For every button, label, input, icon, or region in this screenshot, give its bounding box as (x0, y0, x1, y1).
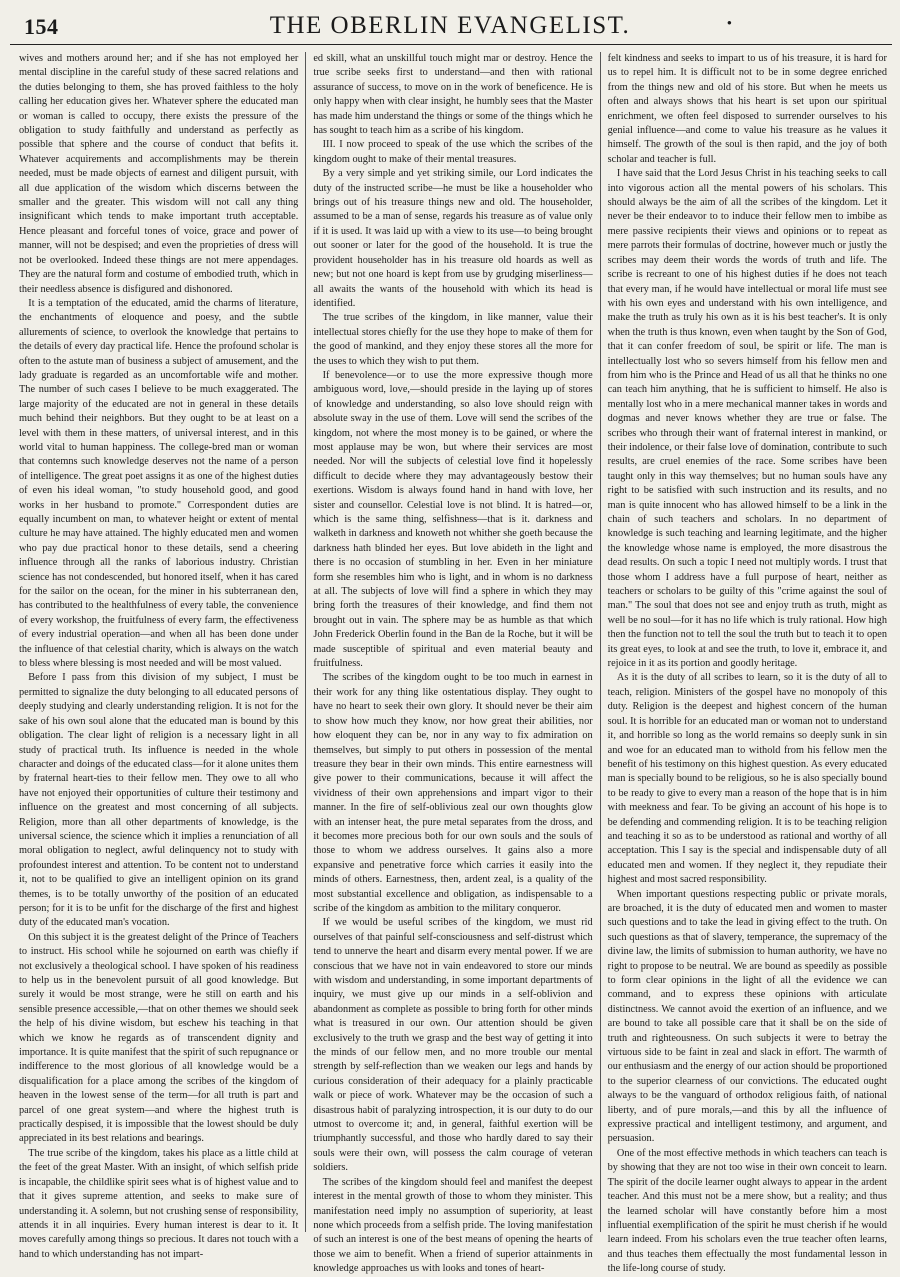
paragraph: One of the most effective methods in which teachers can teach is by showing that they are not too wise in their own conceit to learn. The spirit of the docile learner ought always to appear in the ardent teacher. And this must not be a mere show, but a reality; and thus the learned scholar will have constantly before him a most influential exemplification of the spirit he must cherish if he would learn indeed. From his scholars even the true teacher often learns, and thus teaches them effectually the most fundamental lesson in the life-long course of study. (607, 1147, 887, 1275)
column-left (12, 52, 305, 1260)
paragraph: The scribes of the kingdom ought to be too much in earnest in their work for any thing like ostentatious display. They ought to have no heart to seek their own glory. It should never be their aim to show how much they know, nor how great their abilities, nor how eloquent they can be, nor in any way to fix admiration on themselves, but simply to put others in possession of the mental treasure they bear in their own minds. This entire earnestness will give power to their communications, because it will affect the vividness of their own apprehensions and impart vigor to their manner. In the fire of self-oblivious zeal our own thoughts glow with an intenser heat, the pure metal separates from the dross, and it becomes more precious both for our own souls and the souls of those to whom we address ourselves. It gains also a more expansive and penetrative force which carries it easily into the minds of others. Earnestness, then, ardent zeal, is a quality of the most substantial excellence and obligation, as indispensable to a scribe of the kingdom as ambition to the military conqueror. (313, 672, 593, 914)
paragraph: wives and mothers around her; and if she has not employed her mental discipline in the careful study of these sacred relations and the duties belonging to them, she has proved faithless to the holy calling her education gives her. Whatever sphere the educated man or woman is called to occupy, there exists the pressure of the obligation to study faithfully and understand as perfectly as possible that sphere and the course of conduct that befits it. Whatever acquirements and accomplishments may be therein needed, must be made objects of earnest and diligent pursuit, with all due application of the wisdom which discerns between the smaller and the greater. This wisdom will not call any thing insignificant which tends to make important truth acceptable. Hence pleasant and forceful tones of voice, grace and power of manner, will not be despised; and even the proprieties of dress will not be overlooked. Indeed these things are not mere appendages. They are the natural form and costume of embodied truth, which in their needless absence is disfigured and dishonored. (19, 53, 299, 295)
paragraph: When important questions respecting public or private morals, are broached, it is the duty of educated men and women to master such questions and to take the lead in giving effect to the truth. On such questions as that of slavery, temperance, the supremacy of the divine law, the limits of submission to human authority, we have no right to propose to be neutral. We are bound as speedily as possible to form clear opinions in the light of all the evidence we can command, and to express these opinions with articulate distinctness. We cannot avoid the exertion of an influence, and we are bound to take all possible care that it shall be on the side of truth and righteousness. On such subjects it were to betray the virtuous side to be faint in zeal and slack in effort. The warmth of our enthusiasm and the energy of our action should be proportioned to the superior clearness of our convictions. The educated ought always to be the vanguard of orthodox religious faith, of national liberty, and of pure morals,—and this by all the influence of expressive practical and intelligent testimony, and argument, and persuasion. (607, 888, 887, 1145)
column-right (600, 52, 894, 1275)
paragraph: It is a temptation of the educated, amid the charms of literature, the enchantments of eloquence and poesy, and the subtle allurements of science, to overlook the knowledge that pertains to the details of every day practical life. Hence the profound scholar is often to the astute man of business a subject of amusement, and the lady graduate is regarded as an uncomfortable wife and mother. The number of such cases I believe to be much exaggerated. The large majority of the educated are not in general in these details much behind their neighbors. But they ought to be at least on a level with them in these matters, of universal interest, and in this world vital to human happiness. The college-bred man or woman that contemns such knowledge deserves not the name of a person of intelligence. The great poet assigns it as one of the highest duties of even his ideal woman, "to study household good, and good works in her husband to promote." Correspondent duties are equally incumbent on man, to whatever height or extent of mental culture he may have attained. The highly educated men and women who pay due practical honor to these details, send a cheering influence through all the ranks of laborious industry. Christian science has not condescended, but honored itself, when it has cared for the sailor on the ocean, for the miner in his subterranean den, has contributed to the healthfulness of every table, the convenience of every workshop, the fruitfulness of every farm, the effectiveness of every industrial operation—and when all has been done under the influence of that celestial charity, which is always on the watch to bless where blessing is most needed and will be most valued. (19, 297, 299, 670)
paragraph: felt kindness and seeks to impart to us of his treasure, it is hard for us to repel him. It is difficult not to be in some degree enriched from the things new and old of his store. But when he meets us often and always shows that his heart is set upon our spiritual enrichment, we often feel disposed to surrender ourselves to his genial influence—and come to value his treasure as he values it himself. The growth of the soul is then rapid, and the joy of both scholar and teacher is full. (607, 53, 887, 165)
column-middle (305, 52, 599, 1275)
paragraph: I have said that the Lord Jesus Christ in his teaching seeks to call into vigorous action all the mental powers of his scholars. This should always be the aim of all the scribes of the kingdom. Let it never be their endeavor to to induce their fellow men to imbibe as mere passive recipients their views and opinions or to repeat as mere parrots their formulas of doctrine, however much or justly the scribes may deem their words the words of truth and life. The scribe is recreant to one of his highest duties if he does not teach that every man, if he would have intellectual or moral life must see with his own eyes and understand with his own intelligence, and make the truth as truly his own as it is his best teacher's. It is only when the truth is thus known, even when taught by the Son of God, that it can confer freedom of soul, be spirit or life. The man is intellectually lost who so severs himself from his fellow men and from him who is the Prince and Head of us all that he thinks no one can teach him anything, that he is sufficient to himself. He also is mentally lost who in a mere mechanical manner takes in words and dogmas and never knows whether they are true or false. The scribes who through their want of fraternal interest in mankind, or their indolence, or their false love of domination, contribute to such results, are cruel enemies of the race. Some scribes have been taught only in this way themselves; but no human souls have any right to be satisfied with such instruction and its results, and no man is quite innocent who has allowed himself to be a link in the chain of such teachers and scholars. In no department of knowledge is such teaching and learning legitimate, and the higher the knowledge whose name is employed, the more disastrous the dead results. On such a topic I need not multiply words. I trust that those whom I address have a full purpose of heart, neither as teachers or scholars to be guilty of this "crime against the soul of man." The soul that does not see and enjoy truth as truth, might as well be no soul—for it has no life which is truly rational. How high then the function not to tell the soul the truth but to teach it to open its great eyes, to look at and see the truth, to love it, embrace it, and rejoice in it as its portion and goodly heritage. (607, 168, 887, 670)
ornament-mark: • (726, 16, 732, 32)
paragraph: If benevolence—or to use the more expressive though more ambiguous word, love,—should preside in the laying up of stores of knowledge and understanding, so also love should reign with absolute sway in the use of them. Love will send the scribes of the kingdom, not where the most money is to be gained, or where the most applause may be won, but where their services are most needed. Nor will the subjects of celestial love find it hopelessly difficult to decide where they may advantageously bestow their exertions. Wisdom is always found hand in hand with love, her sister and counsellor. Celestial love is not blind. It is hatred—or, which is the same thing, selfishness—that is it. darkness and walketh in darkness and knoweth not whither she goeth because the darkness hath blinded her eyes. But love abideth in the light and there is no occasion of stumbling in her. Even in her miniature form she resembles him who is light, and in whom is no darkness at all. The subjects of love will find a sphere in which they may bring forth the treasures of their knowledge, and find them not brought out in vain. The sphere may be as humble as that which John Frederick Oberlin found in the Ban de la Roche, but it will be made susceptible of spiritual and even material beauty and fruitfulness. (313, 369, 593, 670)
page-header (10, 4, 890, 44)
paragraph: Before I pass from this division of my subject, I must be permitted to signalize the duty belonging to all educated persons of deeply studying and clearly understanding religion. It is not for the sake of his own soul alone that the educated man is bound by this obligation. The clear light of religion is a necessary light in all study of practical truth. Its influence is needed in the whole character and doings of the educated class—for it alone unites them by fraternal heart-ties to their fellow men. They owe to all who have not enjoyed their opportunities of culture their testimony and influence on the greatest and most concerning of all subjects. Religion, more than all other departments of knowledge, is the universal science, the science which it implies a renunciation of all moral obligation to neglect, awful delinquency not to study with profoundest interest and attention. To be content not to understand it, not to be qualified to give an intelligent opinion on its grand themes, is to be totally unworthy of the position of an educated person; for it is to be unfit for the discharge of the first and highest duty of the educated man's vocation. (19, 672, 299, 929)
paragraph: III. I now proceed to speak of the use which the scribes of the kingdom ought to make of their mental treasures. (313, 139, 593, 165)
newspaper-title: THE OBERLIN EVANGELIST. (269, 12, 631, 39)
paragraph: On this subject it is the greatest delight of the Prince of Teachers to instruct. His school while he sojourned on earth was chiefly if not exclusively a theological school. I have spoken of his readiness to help us in the benevolent pursuit of all good knowledge. But surely it would be most strange, were he still on earth and his sensible presence accessible,—that on other themes we should seek the help of his divine wisdom, but eschew his teaching in that which we know he regards as of transcendent dignity and importance. It is quite manifest that the spirit of such repugnance or indifference to the most glorious of all knowledge would be a disqualification for a place among the scribes of the kingdom of heaven in the lowest sense of the term—for all truth is part and parcel of one great system—and where the highest truth is practically despised, it is impossible that the lowest should be duly appreciated in its best relations and bearings. (19, 931, 299, 1145)
article-columns (12, 52, 894, 1275)
paragraph: The true scribe of the kingdom, takes his place as a little child at the feet of the great Master. With an insight, of which selfish pride is incapable, the childlike spirit sees what is of highest value and to that it gives supreme attention, and seeks to make sure of understanding it. A solemn, but not crushing sense of responsibility, attends it in all inquiries. Every human interest is dear to it. It moves carefully among things so precious. It dares not touch with a hand to which understanding has not impart- (19, 1147, 299, 1260)
paragraph: ed skill, what an unskillful touch might mar or destroy. Hence the true scribe seeks first to understand—and then with rational assurance of success, to move on in the work of beneficence. He is only happy when with clear insight, he humbly sees that the Master has made him understand the things or some of the things which he has sought to teach him as a scribe of his kingdom. (313, 53, 593, 137)
paragraph: The true scribes of the kingdom, in like manner, value their intellectual stores chiefly for the use they hope to make of them for the good of mankind, and they enjoy these stores all the more for the uses to which they wish to put them. (313, 312, 593, 367)
paragraph: The scribes of the kingdom should feel and manifest the deepest interest in the mental growth of those to whom they minister. This manifestation need imply no assumption of superiority, at least none which proceeds from a selfish pride. The loving manifestation of such an interest is one of the best means of opening the hearts of those we aim to benefit. When a friend of superior attainments in knowledge approaches us with looks and tones of heart- (313, 1176, 593, 1275)
paragraph: As it is the duty of all scribes to learn, so it is the duty of all to teach, religion. Ministers of the gospel have no monopoly of this duty. Religion is the deepest and highest concern of the human soul. It is horrible for an educated man or woman not to understand it, and horrible so long as the world remains so deeply sunk in sin and woe for an educated man to withold from his fellow men the benefit of his testimony on this highest question. As every educated man is specially bound to be religious, so he is also specially bound to be ready to give to every man a reason of the hope that is in him with meekness and fear. To be giving an account of his hope is to be defending and commending religion. It is to be teaching religion and teaching it so as to be understood as rational and worthy of all acceptation. This I say is the special and indispensable duty of all educated men and women. If they neglect it, they repudiate their highest and most sacred responsibility. (607, 672, 887, 886)
paragraph: If we would be useful scribes of the kingdom, we must rid ourselves of that painful self-consciousness and self-distrust which tend to unnerve the heart and disarm every mental power. If we are conscious that we have not in vain endeavored to store our minds with wisdom and understanding, in some important departments of inquiry, we must give up our minds in a self-oblivion and abandonment as complete as possible to bring forth for other minds what is treasured in our own. Our attention should be given exclusively to the truth we grasp and the best way of getting it into the minds of our fellow men, and no more trouble our mental strength by self-reflection than we weaken our legs and hands by curious consideration of their adequacy for a plainly practicable walk or piece of work. Whatever may be the occasion of such a disastrous habit of paralyzing introspection, it is our duty to do our utmost to overcome it; and, in general, faithful exertion will be triumphantly successful, and those who hardly dared to say their souls were their own, will possess the calm courage of veteran soldiers. (313, 917, 593, 1174)
paragraph: By a very simple and yet striking simile, our Lord indicates the duty of the instructed scribe—he must be like a householder who brings out of his treasure things new and old. The householder, assumed to be a man of sense, regards his treasure as of value only if it is used. It was laid up with a view to its use—to being brought out sooner or later for the good of the household. It is true the provident householder has in his treasure old hoards as well as new; but not one hoard is kept from use by grudging miserliness—all awaits the wants of the household with which its head is identified. (313, 168, 593, 309)
page-number: 154 (24, 14, 59, 39)
header-rule (10, 44, 892, 45)
